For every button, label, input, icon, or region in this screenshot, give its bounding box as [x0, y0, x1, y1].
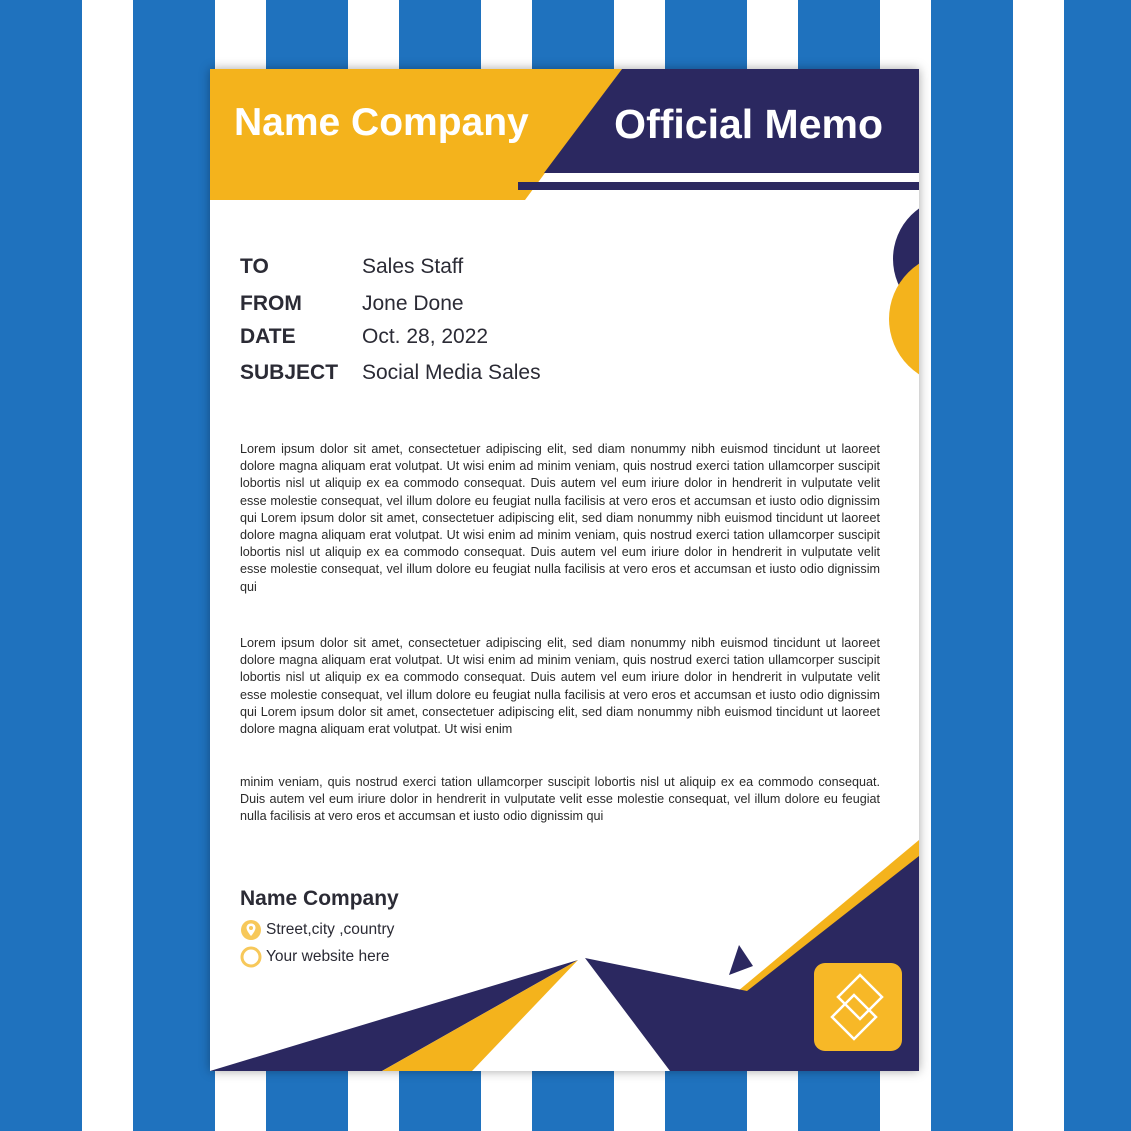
- footer-address: [240, 918, 394, 942]
- footer-website-text: Your website here: [266, 948, 390, 965]
- footer-address-text: Street,city ,country: [266, 921, 395, 938]
- field-value: Jone Done: [362, 292, 464, 315]
- footer-company-name: Name Company: [240, 887, 399, 910]
- circle-icon: [240, 946, 262, 968]
- location-pin-icon: [240, 919, 262, 941]
- company-logo: [814, 963, 902, 1051]
- memo-fields: [240, 255, 760, 399]
- field-label: SUBJECT: [240, 361, 339, 384]
- field-label: FROM: [240, 292, 302, 315]
- memo-page: [210, 69, 919, 1071]
- header-navy-line: [518, 182, 919, 190]
- field-row-to: [240, 255, 760, 291]
- diamond-logo-icon: [814, 963, 902, 1051]
- field-value: Sales Staff: [362, 255, 464, 278]
- footer-website: [240, 945, 390, 969]
- header-company-name: Name Company: [234, 101, 529, 144]
- field-label: DATE: [240, 325, 296, 348]
- field-row-date: [240, 325, 760, 361]
- body-paragraph-1: Lorem ipsum dolor sit amet, consectetuer adipiscing elit, sed diam nonummy nibh euismod tincidunt ut laoreet dolore magna aliquam erat volutpat. Ut wisi enim ad minim veniam, quis nostrud exerci tation ullamcorper suscipit lobortis nisl ut aliquip ex ea commodo consequat. Duis autem vel eum iriure dolor in hendrerit in vulputate velit esse molestie consequat, vel illum dolore eu feugiat nulla facilisis at vero eros et accumsan et iusto odio dignissim qui Lorem ipsum dolor sit amet, consectetuer adipiscing elit, sed diam nonummy nibh euismod tincidunt ut laoreet dolore magna aliquam erat volutpat. Ut wisi enim ad minim veniam, quis nostrud exerci tation ullamcorper suscipit lobortis nisl ut aliquip ex ea commodo consequat. Duis autem vel eum iriure dolor in hendrerit in vulputate velit esse molestie consequat, vel illum dolore eu feugiat nulla facilisis at vero eros et accumsan et iusto odio dignissim qui: [240, 442, 880, 594]
- small-navy-triangle: [729, 945, 753, 975]
- body-paragraph-2: Lorem ipsum dolor sit amet, consectetuer adipiscing elit, sed diam nonummy nibh euismod tincidunt ut laoreet dolore magna aliquam erat volutpat. Ut wisi enim ad minim veniam, quis nostrud exerci tation ullamcorper suscipit lobortis nisl ut aliquip ex ea commodo consequat. Duis autem vel eum iriure dolor in hendrerit in vulputate velit esse molestie consequat, vel illum dolore eu feugiat nulla facilisis at vero eros et accumsan et iusto odio dignissim qui Lorem ipsum dolor sit amet, consectetuer adipiscing elit, sed diam nonummy nibh euismod tincidunt ut laoreet dolore magna aliquam erat volutpat. Ut wisi enim: [240, 636, 880, 737]
- field-value: Oct. 28, 2022: [362, 325, 489, 348]
- field-value: Social Media Sales: [362, 361, 541, 384]
- field-label: TO: [240, 255, 269, 278]
- field-row-subject: [240, 361, 760, 397]
- field-row-from: [240, 292, 760, 328]
- body-paragraph-3: minim veniam, quis nostrud exerci tation ullamcorper suscipit lobortis nisl ut aliquip ex ea commodo consequat. Duis autem vel eum iriure dolor in hendrerit in vulputate velit esse molestie consequat, vel illum dolore eu feugiat nulla facilisis at vero eros et accumsan et iusto odio dignissim qui: [240, 775, 880, 824]
- memo-title: Official Memo: [614, 101, 883, 147]
